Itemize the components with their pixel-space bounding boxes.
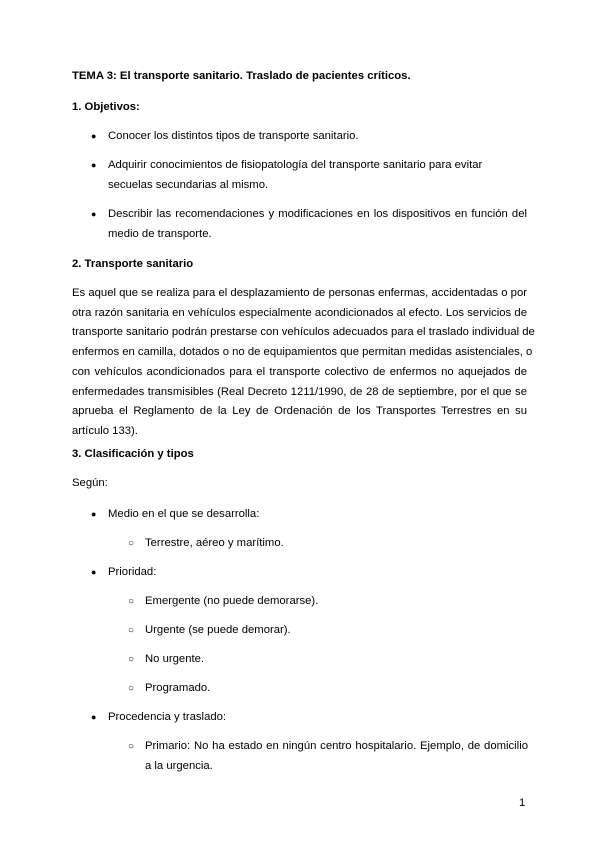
paragraph-line: con vehículos acondicionados para el transporte colectivo de enfermos no aquejados de [72,365,527,378]
bullet-icon: ● [91,567,97,577]
list-item [91,505,527,525]
list-item-text: Adquirir conocimientos de fisiopatología del transporte sanitario para evitar secuelas secundarias al mismo. [108,159,483,191]
sub-list-item [128,650,528,670]
bullet-icon: ● [91,712,97,722]
sub-list-item-text: Terrestre, aéreo y marítimo. [145,537,284,549]
section-heading-objetivos: 1. Objetivos: [72,101,140,113]
bullet-icon: ● [91,209,97,219]
sub-list-item-text: Urgente (se puede demorar). [145,624,291,636]
list-item [91,205,527,244]
paragraph-line: enfermos en camilla, dotados o no de equipamientos que permitan medidas asistenciales, o [72,346,533,359]
sub-bullet-icon: ○ [128,683,135,694]
list-item [91,563,527,583]
paragraph-line: otra razón sanitaria en vehículos especialmente acondicionados al efecto. Los servicios de [72,306,527,319]
list-item-text: Prioridad: [108,566,157,578]
paragraph-line: aprueba el Reglamento de la Ley de Ordenación de los Transportes Terrestres en su [72,405,527,418]
paragraph-line: artículo 133). [72,424,138,437]
sub-list-item [128,592,528,612]
clasificacion-intro: Según: [72,477,108,489]
paragraph-line: transporte sanitario podrán prestarse con vehículos adecuados para el traslado individual de [72,326,535,339]
bullet-icon: ● [91,160,97,170]
document-title: TEMA 3: El transporte sanitario. Traslado de pacientes críticos. [72,70,411,82]
list-item-text: Conocer los distintos tipos de transporte sanitario. [108,130,359,142]
paragraph-line: Es aquel que se realiza para el desplazamiento de personas enfermas, accidentadas o por [72,287,527,299]
sub-list-item [128,737,528,776]
sub-list-item-text: Programado. [145,682,211,694]
sub-bullet-icon: ○ [128,538,135,549]
list-item [91,708,527,728]
list-item [91,127,527,147]
bullet-icon: ● [91,509,97,519]
sub-list-item-text: Primario: No ha estado en ningún centro hospitalario. Ejemplo, de domicilio a la urgencia. [145,740,528,772]
section-heading-clasificacion: 3. Clasificación y tipos [72,448,194,460]
bullet-icon: ● [91,131,97,141]
sub-list-item [128,534,528,554]
sub-list-item-text: Emergente (no puede demorarse). [145,595,319,607]
sub-bullet-icon: ○ [128,654,135,665]
paragraph-line: enfermedades transmisibles (Real Decreto 1211/1990, de 28 de septiembre, por el que se [72,385,527,398]
sub-bullet-icon: ○ [128,625,135,636]
sub-list-item [128,679,528,699]
page-number: 1 [519,797,526,809]
sub-bullet-icon: ○ [128,741,135,752]
list-item-text: Procedencia y traslado: [108,711,227,723]
section-heading-transporte: 2. Transporte sanitario [72,258,194,270]
sub-bullet-icon: ○ [128,596,135,607]
list-item-text: Describir las recomendaciones y modificaciones en los dispositivos en función del medio de transporte. [108,208,527,240]
sub-list-item-text: No urgente. [145,653,205,665]
list-item-text: Medio en el que se desarrolla: [108,508,260,520]
list-item [91,156,527,195]
transporte-paragraph [72,284,535,442]
sub-list-item [128,621,528,641]
